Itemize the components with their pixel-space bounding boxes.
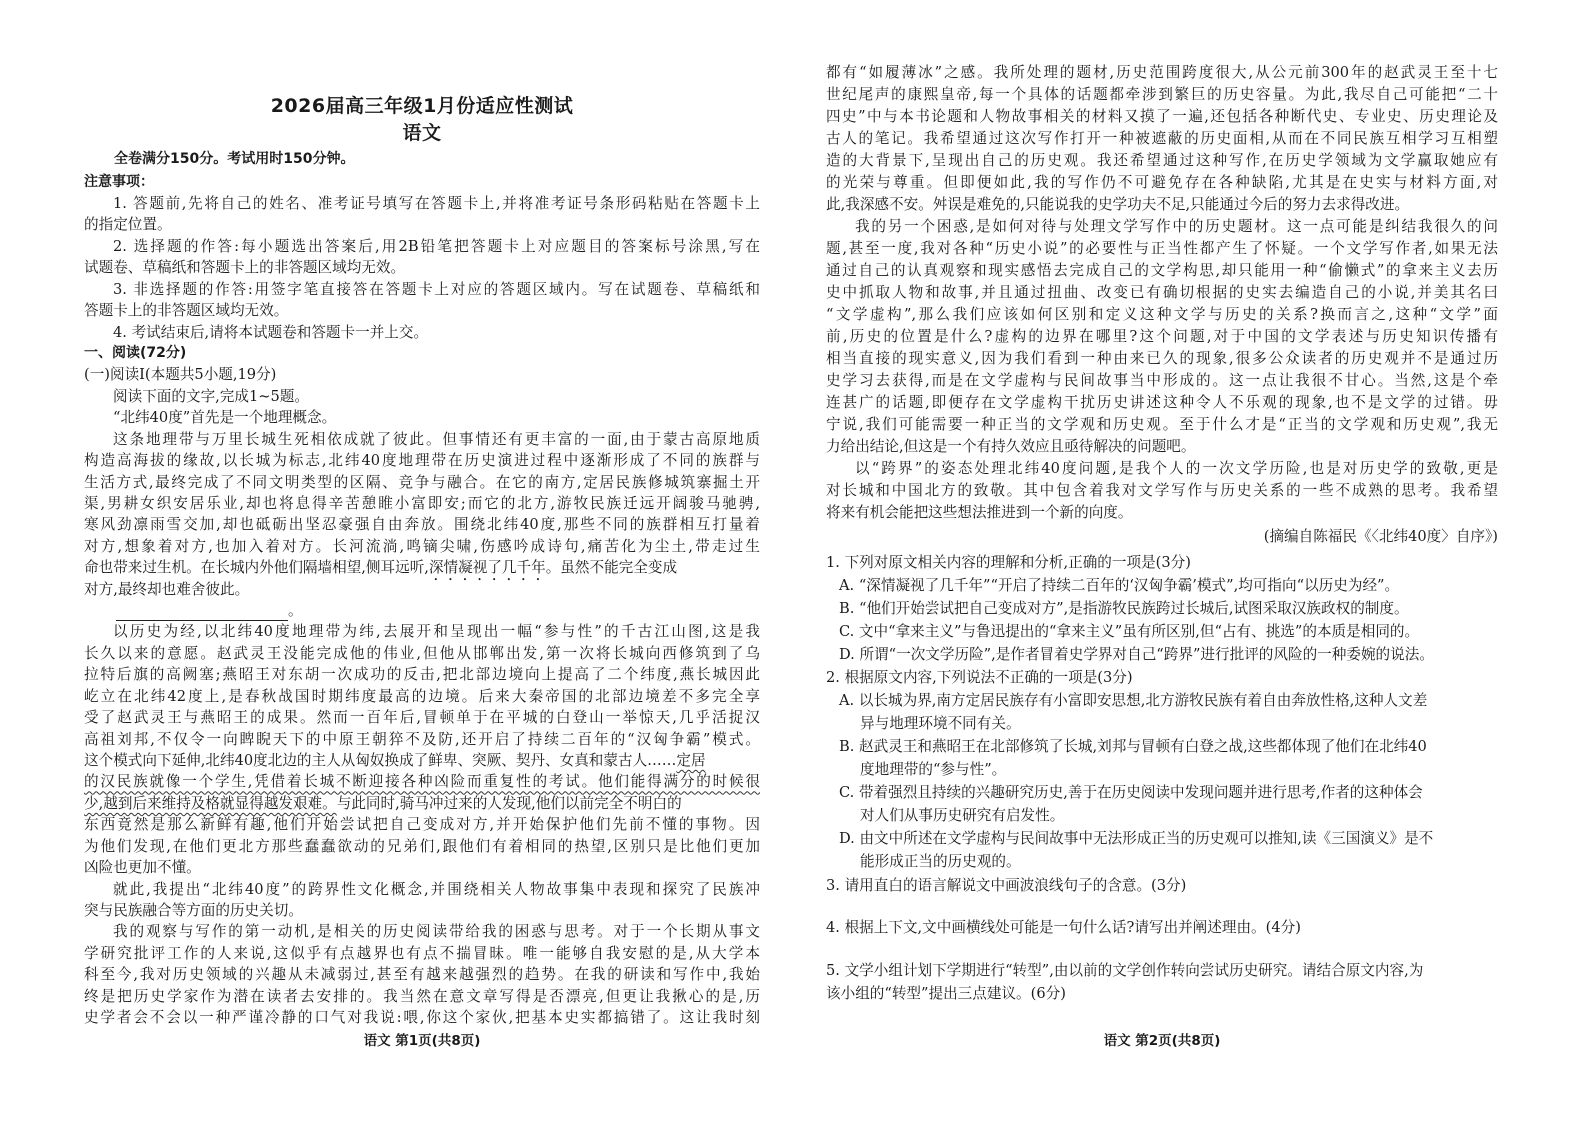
note-line: 1. 答题前,先将自己的姓名、准考证号填写在答题卡上,并将准考证号条形码粘贴在答题卡上 xyxy=(113,195,760,212)
question-5: 5. 文学小组计划下学期进行“转型”,由以前的文学创作转向尝试历史研究。请结合原文内容,为 xyxy=(826,962,1424,979)
passage-line: 四史”中与本书论题和人物故事相关的材料又摸了一遍,还包括各种断代史、专业史、历史理论及 xyxy=(826,108,1498,125)
notes-heading: 注意事项： xyxy=(84,174,154,190)
passage-line: 都有“如履薄冰”之感。我所处理的题材,历史范围跨度很大,从公元前300年的赵武灵王至十七 xyxy=(826,64,1498,81)
note-line: 3. 非选择题的作答:用签字笔直接答在答题卡上对应的答题区域内。写在试题卷、草稿纸和 xyxy=(113,280,760,298)
passage-line: 史中抓取人物和故事,并且通过扭曲、改变已有确切根据的史实去编造自己的小说,并美其名曰 xyxy=(826,284,1498,301)
subject-title: 语文 xyxy=(402,122,442,144)
passage-line: 拉特后旗的高阙塞;燕昭王对东胡一次成功的反击,把北部边境向上提高了二个纬度,燕长城因此 xyxy=(84,666,760,684)
question-3: 3. 请用直白的语言解说文中画波浪线句子的含意。(3分) xyxy=(826,877,1187,894)
question-1-option-a: A. “深情凝视了几千年”“开启了持续二百年的‘汉匈争霸’模式”,均可指向“以历史为经”。 xyxy=(839,577,1400,594)
passage-line: 凶险也更加不懂。 xyxy=(84,859,201,877)
passage-line: 终是把历史学家作为潜在读者去安排的。我当然在意文章写得是否漂亮,但更让我揪心的是,历 xyxy=(84,987,760,1005)
question-2-option-c-cont: 对人们从事历史研究有启发性。 xyxy=(860,807,1065,824)
note-line: 2. 选择题的作答:每小题选出答案后,用2B铅笔把答题卡上对应题目的答案标号涂黑,写在 xyxy=(113,237,760,255)
question-2-option-d: D. 由文中所述在文学虚构与民间故事中无法形成正当的历史观可以推知,读《三国演义》是不 xyxy=(839,830,1434,847)
passage-line: 相当直接的现实意义,因为我们看到一种由来已久的现象,很多公众读者的历史观并不是通过历 xyxy=(826,350,1498,367)
wavy-underline-text: 少,越到后来维持及格就显得越发艰难。 xyxy=(84,794,337,812)
passage-line: 此,我深感不安。舛误是难免的,只能说我的史学功夫不足,只能通过今后的努力去求得改进。 xyxy=(826,196,1410,213)
note-line: 试题卷、草稿纸和答题卡上的非答题区域均无效。 xyxy=(84,259,406,277)
question-2-option-a-cont: 异与地理环境不同有关。 xyxy=(860,715,1021,732)
passage-line: 世纪尾声的康熙皇帝,每一个具体的话题都牵涉到繁巨的历史容量。为此,我尽自己可能把“二十 xyxy=(826,86,1498,103)
passage-line: 史学习去获得,而是在文学虚构与民间故事当中形成的。这一点让我很不甘心。当然,这是个牵 xyxy=(826,372,1498,389)
passage-line: 宁说,我们可能需要一种正当的文学观和历史观。至于什么才是“正当的文学观和历史观”,我无 xyxy=(826,416,1498,433)
passage-line: 通过自己的认真观察和现实感悟去完成自己的文学构思,却只能用一种“偷懒式”的拿来主义去历 xyxy=(826,262,1498,279)
passage-line: 这条地理带与万里长城生死相依成就了彼此。但事情还有更丰富的一面,由于蒙古高原地质 xyxy=(113,430,760,448)
passage-line: 对长城和中国北方的致敬。其中包含着我对文学写作与历史关系的一些不成熟的思考。我希望 xyxy=(826,482,1498,499)
passage-line: 前,历史的位置是什么?虚构的边界在哪里?这个问题,对于中国的文学表述与历史知识传播有 xyxy=(826,328,1498,345)
passage-line: 就此,我提出“北纬40度”的跨界性文化概念,并围绕相关人物故事集中表现和探究了民族冲 xyxy=(113,880,760,898)
passage-line: 以历史为经,以北纬40度地理带为纬,去展开和呈现出一幅“参与性”的千古江山图,这是我 xyxy=(113,623,760,641)
passage-line: 受了赵武灵王与燕昭王的成果。然而一百年后,冒顿单于在平城的白登山一举惊天,几乎活捉汉 xyxy=(84,709,760,727)
passage-line: 为他们发现,在他们更北方那些蠢蠢欲动的兄弟们,跟他们有着相同的热望,区别只是比他们更加 xyxy=(84,837,760,855)
passage-line: 古人的笔记。我希望通过这次写作打开一种被遮蔽的历史面相,从而在不同民族互相学习互相塑 xyxy=(826,130,1498,147)
passage-line: 对方,最终却也难舍彼此。 xyxy=(84,580,250,598)
exam-title: 2026届高三年级1月份适应性测试 xyxy=(270,95,574,117)
note-line: 的指定位置。 xyxy=(84,216,172,234)
question-5-cont: 该小组的“转型”提出三点建议。(6分) xyxy=(826,985,1066,1002)
passage-line: 题,甚至一度,我对各种“历史小说”的必要性与正当性都产生了怀疑。一个文学写作者,如果无法 xyxy=(826,240,1498,257)
page-footer-right: 语文 第2页(共8页) xyxy=(1103,1033,1221,1049)
answer-blank-line: 。 xyxy=(84,600,760,621)
page-footer-left: 语文 第1页(共8页) xyxy=(363,1033,481,1049)
question-1-stem: 1. 下列对原文相关内容的理解和分析,正确的一项是(3分) xyxy=(826,554,1191,571)
question-2-option-d-cont: 能形成正当的历史观的。 xyxy=(860,853,1021,870)
passage-line: 寒风劲凛雨雪交加,却也砥砺出坚忍豪强自由奔放。围绕北纬40度,那些不同的族群相互打量着 xyxy=(84,516,760,534)
passage-line: 将来有机会能把这些想法推进到一个新的向度。 xyxy=(826,504,1133,521)
passage-line: 力给出结论,但这是一个有持久效应且亟待解决的问题吧。 xyxy=(826,438,1196,455)
passage-line: 史学者会不会以一种严谨冷静的口气对我说:喂,你这个家伙,把基本史实都搞错了。这让我时刻 xyxy=(84,1009,760,1026)
passage-line: 连甚广的话题,即便存在文学虚构干扰历史讲述这种令人不乐观的现象,也不是文学的过错。毋 xyxy=(826,394,1498,411)
question-2-stem: 2. 根据原文内容,下列说法不正确的一项是(3分) xyxy=(826,669,1133,686)
passage-line: 屹立在北纬42度上,是春秋战国时期纬度最高的边境。后来大秦帝国的北部边境差不多完全享 xyxy=(84,687,760,705)
passage-line: 这个模式向下延伸,北纬40度北边的主人从匈奴换成了鲜卑、突厥、契丹、女真和蒙古人……定居 xyxy=(84,751,706,769)
question-2-option-a: A. 以长城为界,南方定居民族存有小富即安思想,北方游牧民族有着自由奔放性格,这种人文差 xyxy=(839,692,1428,709)
passage-line: 生活方式,最终完成了不同文明类型的区隔、竞争与融合。在它的南方,定居民族修城筑寨掘土开 xyxy=(84,473,760,491)
passage-line: 我的观察与写作的第一动机,是相关的历史阅读带给我的困惑与思考。对于一个长期从事文 xyxy=(113,923,760,941)
question-4: 4. 根据上下文,文中画横线处可能是一句什么话?请写出并阐述理由。(4分) xyxy=(826,919,1301,936)
answer-blank xyxy=(116,606,288,621)
passage-line: 科至今,我对历史领域的兴趣从未减弱过,甚至有越来越强烈的趋势。在我的研读和写作中,我始 xyxy=(84,966,760,984)
wavy-underline-text: 定居 xyxy=(676,751,706,769)
question-2-option-b: B. 赵武灵王和燕昭王在北部修筑了长城,刘邦与冒顿有白登之战,这些都体现了他们在北纬40 xyxy=(839,738,1427,755)
passage-line: 的光荣与尊重。但即便如此,我的写作仍不可避免存在各种缺陷,尤其是在史实与材料方面,对 xyxy=(826,174,1498,191)
passage-line: “文学虚构”,那么我们应该如何区别和定义这种文学与历史的关系?换而言之,这种“文学”面 xyxy=(826,306,1498,323)
passage-line: “北纬40度”首先是一个地理概念。 xyxy=(113,409,337,427)
note-line: 答题卡上的非答题区域均无效。 xyxy=(84,302,289,320)
passage-line: 东西竟然是那么新鲜有趣,他们开始尝试把自己变成对方,并开始保护他们先前不懂的事物。因 xyxy=(84,816,760,834)
question-2-option-b-cont: 度地理带的“参与性”。 xyxy=(860,761,1007,778)
note-line: 4. 考试结束后,请将本试题卷和答题卡一并上交。 xyxy=(113,323,429,341)
passage-line: 学研究批评工作的人来说,这似乎有点越界也有点不揣冒昧。唯一能够自我安慰的是,从大学本 xyxy=(84,944,760,962)
passage-line: 渠,男耕女织安居乐业,却也将息得辛苦憩睢小富即安;而它的北方,游牧民族迁远开阔骏马驰骋, xyxy=(84,494,760,512)
passage-line: 命也带来过生机。在长城内外他们隔墙相望,侧耳远听,深情凝视了几千年。虽然不能完全变成 xyxy=(84,559,678,577)
passage-line: 以“跨界”的姿态处理北纬40度问题,是我个人的一次文学历险,也是对历史学的致敬,更是 xyxy=(855,460,1498,477)
passage-line: 对方,想象着对方,也加入着对方。长河流淌,鸣镝尖啸,伤感吟成诗句,痛苦化为尘土,带走过生 xyxy=(84,537,760,555)
sub-heading: (一)阅读Ⅰ(本题共5小题,19分) xyxy=(84,366,277,384)
instruction: 阅读下面的文字,完成1~5题。 xyxy=(113,387,309,405)
question-1-option-b: B. “他们开始尝试把自己变成对方”,是指游牧民族跨过长城后,试图采取汉族政权的制度。 xyxy=(839,600,1409,617)
source-citation: (摘编自陈福民《〈北纬40度〉自序》) xyxy=(1263,528,1498,545)
passage-line: 造的大背景下,呈现出自己的历史观。我还希望通过这种写作,在历史学领域为文学赢取她应有 xyxy=(826,152,1498,169)
question-2-option-c: C. 带着强烈且持续的兴趣研究历史,善于在历史阅读中发现问题并进行思考,作者的这种体会 xyxy=(839,784,1423,801)
passage-line: 少,越到后来维持及格就显得越发艰难。与此同时,骑马冲过来的人发现,他们以前完全不明白的 xyxy=(84,794,682,812)
passage-line: 我的另一个困惑,是如何对待与处理文学写作中的历史题材。这一点可能是纠结我很久的问 xyxy=(855,218,1498,235)
passage-line: 高祖刘邦,不仅令一向睥睨天下的中原王朝猝不及防,还开启了持续二百年的“汉匈争霸”模式。 xyxy=(84,730,760,748)
score-info: 全卷满分150分。考试用时150分钟。 xyxy=(114,151,355,167)
section-heading: 一、阅读(72分) xyxy=(84,344,187,361)
passage-line: 长久以来的意愿。赵武灵王没能完成他的伟业,但他从邯郸出发,第一次将长城向西修筑到了乌 xyxy=(84,644,760,662)
question-1-option-c: C. 文中“拿来主义”与鲁迅提出的“拿来主义”虽有所区别,但“占有、挑选”的本质是相同的。 xyxy=(839,623,1420,640)
dotted-phrase: 深情凝视了几千年 xyxy=(428,559,546,577)
passage-line: 构造高海拔的缘故,以长城为标志,北纬40度地理带在历史演进过程中逐渐形成了不同的族群与 xyxy=(84,452,760,470)
question-1-option-d: D. 所谓“一次文学历险”,是作者冒着史学界对自己“跨界”进行批评的风险的一种委婉的说法。 xyxy=(839,646,1434,663)
passage-line: 突与民族融合等方面的历史关切。 xyxy=(84,901,303,919)
wavy-underline-text: 的汉民族就像一个学生,凭借着长城不断迎接各种凶险而重复性的考试。他们能得满分的时候很 xyxy=(84,773,760,791)
